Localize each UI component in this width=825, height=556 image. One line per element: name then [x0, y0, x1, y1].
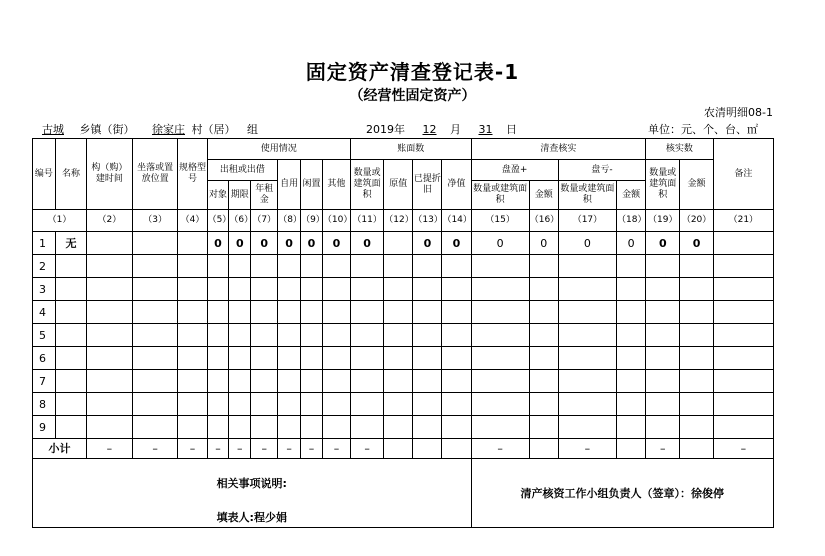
table-cell[interactable] — [251, 416, 278, 439]
subtotal-cell: – — [351, 439, 384, 459]
table-cell[interactable] — [384, 416, 413, 439]
table-cell[interactable] — [413, 255, 442, 278]
table-cell[interactable] — [251, 301, 278, 324]
colnum: （10） — [322, 210, 350, 232]
hdr-idle: 闲置 — [301, 160, 323, 210]
row-other[interactable]: 0 — [322, 232, 350, 255]
table-cell[interactable] — [351, 278, 384, 301]
filler-name[interactable]: 填表人:程少娟 — [33, 508, 472, 528]
table-cell[interactable] — [529, 416, 558, 439]
hdr-loss-amount: 金额 — [617, 181, 646, 210]
table-cell[interactable] — [207, 393, 229, 416]
hdr-other: 其他 — [322, 160, 350, 210]
colnum: （14） — [442, 210, 471, 232]
colnum: （20） — [680, 210, 713, 232]
table-cell[interactable] — [713, 255, 773, 278]
table-cell[interactable] — [178, 393, 207, 416]
table-cell[interactable] — [471, 370, 529, 393]
table-cell[interactable] — [351, 255, 384, 278]
subtotal-cell: – — [229, 439, 251, 459]
row-name[interactable]: 无 — [55, 232, 86, 255]
table-cell[interactable] — [229, 347, 251, 370]
row-location[interactable] — [132, 232, 178, 255]
table-row — [33, 416, 774, 439]
table-cell[interactable] — [680, 278, 713, 301]
table-cell[interactable] — [229, 416, 251, 439]
village-suffix: 村（居） — [191, 123, 236, 136]
table-cell[interactable] — [680, 347, 713, 370]
hdr-target: 对象 — [207, 181, 229, 210]
table-cell[interactable] — [680, 255, 713, 278]
table-cell[interactable] — [384, 301, 413, 324]
colnum: （6） — [229, 210, 251, 232]
table-cell[interactable] — [442, 347, 471, 370]
subtotal-label: 小计 — [33, 439, 87, 459]
table-cell[interactable] — [442, 393, 471, 416]
table-cell[interactable] — [178, 324, 207, 347]
hdr-verified-qty: 数量或建筑面积 — [646, 160, 680, 210]
row-index[interactable]: 8 — [33, 393, 56, 416]
table-cell[interactable] — [558, 347, 616, 370]
subtotal-cell: – — [301, 439, 323, 459]
table-cell[interactable] — [301, 324, 323, 347]
colnum: （17） — [558, 210, 616, 232]
subtotal-cell: – — [278, 439, 301, 459]
notes-label[interactable]: 相关事项说明: — [33, 459, 472, 509]
subtotal-cell: – — [251, 439, 278, 459]
row-index[interactable]: 1 — [33, 232, 56, 255]
table-cell[interactable] — [207, 255, 229, 278]
table-cell[interactable] — [351, 416, 384, 439]
colnum: （7） — [251, 210, 278, 232]
table-cell[interactable] — [55, 393, 86, 416]
table-cell[interactable] — [680, 393, 713, 416]
hdr-book-qty: 数量或建筑面积 — [351, 160, 384, 210]
row-self-use[interactable]: 0 — [278, 232, 301, 255]
table-cell[interactable] — [87, 416, 133, 439]
table-cell[interactable] — [132, 301, 178, 324]
form-code: 农清明细08-1 — [704, 106, 773, 119]
group-suffix: 组 — [247, 123, 258, 136]
table-cell[interactable] — [87, 393, 133, 416]
row-index[interactable]: 2 — [33, 255, 56, 278]
table-row — [33, 278, 774, 301]
hdr-rent-out: 出租或出借 — [207, 160, 278, 181]
table-cell[interactable] — [384, 278, 413, 301]
table-cell[interactable] — [251, 255, 278, 278]
table-cell[interactable] — [301, 278, 323, 301]
date-day: 31 — [478, 123, 493, 136]
table-cell[interactable] — [558, 278, 616, 301]
colnum: （4） — [178, 210, 207, 232]
location-line — [42, 121, 258, 137]
subtotal-cell — [680, 439, 713, 459]
table-cell[interactable] — [646, 393, 680, 416]
table-cell[interactable] — [646, 324, 680, 347]
table-cell[interactable] — [384, 347, 413, 370]
table-cell[interactable] — [442, 301, 471, 324]
table-cell[interactable] — [713, 347, 773, 370]
table-cell[interactable] — [278, 416, 301, 439]
table-cell[interactable] — [529, 370, 558, 393]
row-index[interactable]: 6 — [33, 347, 56, 370]
subtotal-cell: – — [178, 439, 207, 459]
table-row — [33, 255, 774, 278]
table-cell[interactable] — [278, 278, 301, 301]
table-cell[interactable] — [384, 324, 413, 347]
table-cell[interactable] — [322, 324, 350, 347]
table-cell[interactable] — [646, 347, 680, 370]
table-cell[interactable] — [301, 347, 323, 370]
table-cell[interactable] — [278, 370, 301, 393]
table-cell[interactable] — [680, 416, 713, 439]
subtotal-cell: – — [87, 439, 133, 459]
subtotal-cell — [529, 439, 558, 459]
table-cell[interactable] — [617, 324, 646, 347]
asset-table — [32, 138, 774, 528]
hdr-name: 名称 — [55, 139, 86, 210]
table-cell[interactable] — [529, 278, 558, 301]
hdr-check: 清查核实 — [471, 139, 646, 160]
subtotal-cell: – — [471, 439, 529, 459]
table-cell[interactable] — [178, 301, 207, 324]
subtotal-cell: – — [132, 439, 178, 459]
table-cell[interactable] — [617, 278, 646, 301]
table-cell[interactable] — [207, 278, 229, 301]
table-cell[interactable] — [646, 416, 680, 439]
row-loss-qty[interactable]: 0 — [558, 232, 616, 255]
table-cell[interactable] — [322, 370, 350, 393]
date-line: 2019年 12 月 31 日 — [366, 123, 517, 136]
table-row — [33, 393, 774, 416]
table-cell[interactable] — [132, 416, 178, 439]
table-cell[interactable] — [229, 301, 251, 324]
table-cell[interactable] — [713, 370, 773, 393]
subtotal-cell — [413, 439, 442, 459]
subtotal-row — [33, 439, 774, 459]
row-build-time[interactable] — [87, 232, 133, 255]
table-cell[interactable] — [251, 347, 278, 370]
table-cell[interactable] — [529, 393, 558, 416]
table-cell[interactable] — [87, 324, 133, 347]
table-cell[interactable] — [442, 324, 471, 347]
colnum: （18） — [617, 210, 646, 232]
table-cell[interactable] — [301, 370, 323, 393]
table-cell[interactable] — [646, 301, 680, 324]
table-cell[interactable] — [87, 370, 133, 393]
hdr-index: 编号 — [33, 139, 56, 210]
table-cell[interactable] — [646, 370, 680, 393]
table-cell[interactable] — [55, 278, 86, 301]
table-cell[interactable] — [278, 393, 301, 416]
form-title: 固定资产清查登记表-1 — [305, 60, 520, 84]
colnum: （16） — [529, 210, 558, 232]
table-cell[interactable] — [55, 370, 86, 393]
date-month: 12 — [422, 123, 437, 136]
row-original[interactable] — [384, 232, 413, 255]
table-cell[interactable] — [529, 347, 558, 370]
colnum: （13） — [413, 210, 442, 232]
subtotal-cell: – — [558, 439, 616, 459]
table-cell[interactable] — [251, 393, 278, 416]
table-cell[interactable] — [178, 416, 207, 439]
hdr-surplus-amount: 金额 — [529, 181, 558, 210]
table-cell[interactable] — [351, 301, 384, 324]
colnum: （11） — [351, 210, 384, 232]
row-surplus-qty[interactable]: 0 — [471, 232, 529, 255]
row-verified-amount[interactable]: 0 — [680, 232, 713, 255]
table-cell[interactable] — [87, 278, 133, 301]
table-cell[interactable] — [229, 324, 251, 347]
colnum: （19） — [646, 210, 680, 232]
county-value: 古城 — [42, 123, 64, 136]
table-cell[interactable] — [529, 255, 558, 278]
row-idle[interactable]: 0 — [301, 232, 323, 255]
table-cell[interactable] — [207, 370, 229, 393]
table-cell[interactable] — [207, 347, 229, 370]
table-cell[interactable] — [442, 370, 471, 393]
table-cell[interactable] — [229, 393, 251, 416]
table-cell[interactable] — [278, 255, 301, 278]
table-cell[interactable] — [351, 324, 384, 347]
table-cell[interactable] — [713, 324, 773, 347]
table-cell[interactable] — [646, 278, 680, 301]
table-cell[interactable] — [529, 324, 558, 347]
table-row — [33, 301, 774, 324]
table-cell[interactable] — [471, 255, 529, 278]
table-cell[interactable] — [207, 301, 229, 324]
table-cell[interactable] — [278, 301, 301, 324]
table-cell[interactable] — [178, 255, 207, 278]
subtotal-cell — [442, 439, 471, 459]
hdr-annual-rent: 年租金 — [251, 181, 278, 210]
row-target[interactable]: 0 — [207, 232, 229, 255]
table-cell[interactable] — [178, 347, 207, 370]
colnum: （2） — [87, 210, 133, 232]
table-cell[interactable] — [442, 278, 471, 301]
table-cell[interactable] — [207, 416, 229, 439]
table-cell[interactable] — [229, 278, 251, 301]
table-cell[interactable] — [87, 255, 133, 278]
table-cell[interactable] — [413, 278, 442, 301]
subtotal-cell: – — [322, 439, 350, 459]
table-cell[interactable] — [351, 370, 384, 393]
colnum: （15） — [471, 210, 529, 232]
table-cell[interactable] — [617, 393, 646, 416]
table-cell[interactable] — [617, 255, 646, 278]
table-cell[interactable] — [413, 416, 442, 439]
table-cell[interactable] — [442, 255, 471, 278]
table-cell[interactable] — [680, 370, 713, 393]
table-cell[interactable] — [413, 370, 442, 393]
county-suffix: 乡镇（街） — [79, 123, 135, 136]
table-cell[interactable] — [558, 393, 616, 416]
hdr-original: 原值 — [384, 160, 413, 210]
table-cell[interactable] — [55, 416, 86, 439]
table-cell[interactable] — [178, 370, 207, 393]
row-spec[interactable] — [178, 232, 207, 255]
row-verified-qty[interactable]: 0 — [646, 232, 680, 255]
table-cell[interactable] — [713, 416, 773, 439]
colnum: （3） — [132, 210, 178, 232]
table-cell[interactable] — [322, 393, 350, 416]
hdr-verified-amount: 金额 — [680, 160, 713, 210]
table-cell[interactable] — [713, 301, 773, 324]
hdr-location: 坐落或置放位置 — [132, 139, 178, 210]
table-cell[interactable] — [413, 347, 442, 370]
table-cell[interactable] — [617, 370, 646, 393]
table-cell[interactable] — [322, 301, 350, 324]
responsible-signature[interactable]: 清产核资工作小组负责人（签章）：徐俊停 — [471, 459, 773, 528]
table-cell[interactable] — [471, 278, 529, 301]
table-cell[interactable] — [132, 347, 178, 370]
table-cell[interactable] — [558, 255, 616, 278]
table-cell[interactable] — [413, 324, 442, 347]
table-cell[interactable] — [301, 301, 323, 324]
row-index[interactable]: 3 — [33, 278, 56, 301]
table-cell[interactable] — [178, 278, 207, 301]
table-cell[interactable] — [558, 301, 616, 324]
form-subtitle: （经营性固定资产） — [349, 88, 476, 104]
table-cell[interactable] — [301, 393, 323, 416]
table-cell[interactable] — [558, 324, 616, 347]
table-cell[interactable] — [384, 393, 413, 416]
row-annual-rent[interactable]: 0 — [251, 232, 278, 255]
subtotal-cell — [617, 439, 646, 459]
table-cell[interactable] — [413, 301, 442, 324]
row-index[interactable]: 9 — [33, 416, 56, 439]
hdr-verified: 核实数 — [646, 139, 714, 160]
subtotal-cell — [384, 439, 413, 459]
hdr-term: 期限 — [229, 181, 251, 210]
hdr-surplus-qty: 数量或建筑面积 — [471, 181, 529, 210]
table-cell[interactable] — [132, 393, 178, 416]
unit-label: 单位：元、个、台、㎡ — [648, 123, 758, 136]
table-cell[interactable] — [132, 370, 178, 393]
row-depreciation[interactable]: 0 — [413, 232, 442, 255]
table-cell[interactable] — [713, 393, 773, 416]
colnum: （5） — [207, 210, 229, 232]
table-cell[interactable] — [646, 255, 680, 278]
colnum: （21） — [713, 210, 773, 232]
subtotal-cell: – — [207, 439, 229, 459]
hdr-remark: 备注 — [713, 139, 773, 210]
row-index[interactable]: 7 — [33, 370, 56, 393]
subtotal-cell: – — [646, 439, 680, 459]
row-net[interactable]: 0 — [442, 232, 471, 255]
row-index[interactable]: 4 — [33, 301, 56, 324]
table-cell[interactable] — [413, 393, 442, 416]
colnum: （1） — [33, 210, 87, 232]
table-cell[interactable] — [55, 301, 86, 324]
table-cell[interactable] — [471, 301, 529, 324]
table-cell[interactable] — [322, 416, 350, 439]
table-cell[interactable] — [529, 301, 558, 324]
table-row — [33, 324, 774, 347]
table-cell[interactable] — [132, 278, 178, 301]
table-cell[interactable] — [471, 347, 529, 370]
table-cell[interactable] — [617, 347, 646, 370]
table-cell[interactable] — [87, 347, 133, 370]
table-cell[interactable] — [87, 301, 133, 324]
row-remark[interactable] — [713, 232, 773, 255]
hdr-surplus: 盘盈+ — [471, 160, 558, 181]
table-cell[interactable] — [251, 324, 278, 347]
date-year: 2019 — [366, 123, 394, 136]
hdr-usage: 使用情况 — [207, 139, 350, 160]
table-cell[interactable] — [617, 301, 646, 324]
table-cell[interactable] — [55, 324, 86, 347]
table-cell[interactable] — [713, 278, 773, 301]
table-cell[interactable] — [384, 255, 413, 278]
table-cell[interactable] — [229, 255, 251, 278]
hdr-loss-qty: 数量或建筑面积 — [558, 181, 616, 210]
table-cell[interactable] — [351, 393, 384, 416]
table-cell[interactable] — [558, 370, 616, 393]
village-value: 徐家庄 — [152, 123, 185, 136]
table-cell[interactable] — [322, 278, 350, 301]
table-cell[interactable] — [680, 301, 713, 324]
table-cell[interactable] — [301, 416, 323, 439]
table-cell[interactable] — [278, 324, 301, 347]
row-term[interactable]: 0 — [229, 232, 251, 255]
hdr-build-time: 构（购）建时间 — [87, 139, 133, 210]
table-cell[interactable] — [322, 347, 350, 370]
subtotal-cell: – — [713, 439, 773, 459]
table-cell[interactable] — [207, 324, 229, 347]
table-cell[interactable] — [384, 370, 413, 393]
hdr-spec: 规格型号 — [178, 139, 207, 210]
hdr-book: 账面数 — [351, 139, 472, 160]
table-cell[interactable] — [471, 393, 529, 416]
table-row — [33, 347, 774, 370]
table-cell[interactable] — [322, 255, 350, 278]
hdr-depreciation: 已提折旧 — [413, 160, 442, 210]
table-cell[interactable] — [617, 416, 646, 439]
colnum: （12） — [384, 210, 413, 232]
hdr-loss: 盘亏- — [558, 160, 645, 181]
table-cell[interactable] — [229, 370, 251, 393]
column-number-row — [33, 210, 774, 232]
table-cell[interactable] — [301, 255, 323, 278]
row-surplus-amount[interactable]: 0 — [529, 232, 558, 255]
table-cell[interactable] — [351, 347, 384, 370]
table-cell[interactable] — [55, 347, 86, 370]
table-cell[interactable] — [132, 255, 178, 278]
row-index[interactable]: 5 — [33, 324, 56, 347]
table-cell[interactable] — [442, 416, 471, 439]
table-cell[interactable] — [251, 278, 278, 301]
colnum: （8） — [278, 210, 301, 232]
table-cell[interactable] — [471, 324, 529, 347]
table-row — [33, 370, 774, 393]
table-cell[interactable] — [278, 347, 301, 370]
table-cell[interactable] — [558, 416, 616, 439]
hdr-net: 净值 — [442, 160, 471, 210]
table-cell[interactable] — [132, 324, 178, 347]
table-cell[interactable] — [251, 370, 278, 393]
table-cell[interactable] — [471, 416, 529, 439]
row-loss-amount[interactable]: 0 — [617, 232, 646, 255]
hdr-self-use: 自用 — [278, 160, 301, 210]
row-book-qty[interactable]: 0 — [351, 232, 384, 255]
table-row — [33, 232, 774, 255]
table-cell[interactable] — [55, 255, 86, 278]
colnum: （9） — [301, 210, 323, 232]
table-cell[interactable] — [680, 324, 713, 347]
